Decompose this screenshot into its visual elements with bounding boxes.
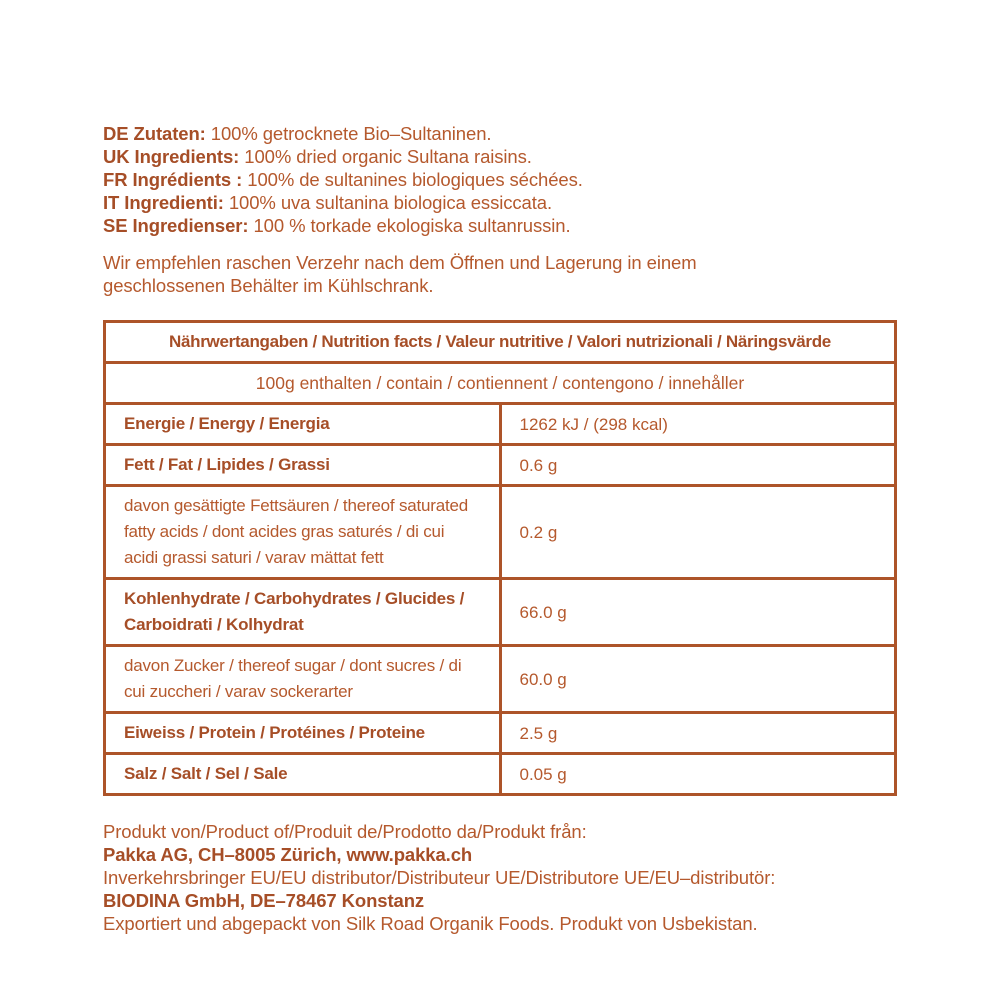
product-of-line: Produkt von/Product of/Produit de/Prodotto da/Produkt från: (103, 821, 587, 842)
nutrition-row-salt (105, 754, 896, 795)
nutrition-table-title-row (105, 322, 896, 363)
producer-block (103, 820, 897, 935)
nutrition-table-title: Nährwertangaben / Nutrition facts / Valeur nutritive / Valori nutrizionali / Näringsvärde (105, 322, 896, 363)
ingredient-text-uk: 100% dried organic Sultana raisins. (244, 146, 532, 167)
nutrition-row-fat (105, 445, 896, 486)
ingredient-line-se (103, 214, 897, 237)
nutrition-value-salt: 0.05 g (500, 754, 896, 795)
nutrition-label-fat: Fett / Fat / Lipides / Grassi (105, 445, 501, 486)
nutrition-value-saturated-fat: 0.2 g (500, 486, 896, 579)
ingredient-language-label-fr: FR Ingrédients : (103, 169, 243, 190)
nutrition-value-sugar: 60.0 g (500, 646, 896, 713)
nutrition-table-subtitle: 100g enthalten / contain / contiennent / contengono / innehåller (105, 363, 896, 404)
nutrition-table (103, 320, 897, 796)
ingredient-language-label-de: DE Zutaten: (103, 123, 206, 144)
ingredient-text-se: 100 % torkade ekologiska sultanrussin. (253, 215, 571, 236)
ingredient-language-label-uk: UK Ingredients: (103, 146, 240, 167)
distributor-intro-line: Inverkehrsbringer EU/EU distributor/Distributeur UE/Distributore UE/EU–distributör: (103, 867, 776, 888)
nutrition-label-energy: Energie / Energy / Energia (105, 404, 501, 445)
ingredient-line-it (103, 191, 897, 214)
ingredient-text-it: 100% uva sultanina biologica essiccata. (228, 192, 552, 213)
ingredient-line-fr (103, 168, 897, 191)
distributor-line: BIODINA GmbH, DE–78467 Konstanz (103, 890, 425, 911)
export-origin-line: Exportiert und abgepackt von Silk Road Organik Foods. Produkt von Usbekistan. (103, 913, 758, 934)
nutrition-row-energy (105, 404, 896, 445)
nutrition-label-protein: Eiweiss / Protein / Protéines / Proteine (105, 713, 501, 754)
ingredient-line-de (103, 122, 897, 145)
nutrition-label-sugar: davon Zucker / thereof sugar / dont sucres / di cui zuccheri / varav sockerarter (105, 646, 501, 713)
nutrition-value-carbohydrates: 66.0 g (500, 579, 896, 646)
nutrition-label-carbohydrates: Kohlenhydrate / Carbohydrates / Glucides / Carboidrati / Kolhydrat (105, 579, 501, 646)
nutrition-row-carbohydrates (105, 579, 896, 646)
nutrition-row-saturated-fat (105, 486, 896, 579)
nutrition-value-energy: 1262 kJ / (298 kcal) (500, 404, 896, 445)
ingredient-language-label-se: SE Ingredienser: (103, 215, 249, 236)
nutrition-value-protein: 2.5 g (500, 713, 896, 754)
nutrition-row-protein (105, 713, 896, 754)
nutrition-label-saturated-fat: davon gesättigte Fettsäuren / thereof saturated fatty acids / dont acides gras saturés / di cui acidi grassi saturi / varav mättat fett (105, 486, 501, 579)
ingredient-line-uk (103, 145, 897, 168)
producer-line: Pakka AG, CH–8005 Zürich, www.pakka.ch (103, 844, 473, 865)
ingredients-block (103, 122, 897, 237)
ingredient-language-label-it: IT Ingredienti: (103, 192, 224, 213)
ingredient-text-fr: 100% de sultanines biologiques séchées. (247, 169, 583, 190)
ingredient-text-de: 100% getrocknete Bio–Sultaninen. (210, 123, 492, 144)
storage-note: Wir empfehlen raschen Verzehr nach dem Öffnen und Lagerung in einem geschlossenen Behälter im Kühlschrank. (103, 252, 697, 296)
nutrition-value-fat: 0.6 g (500, 445, 896, 486)
nutrition-row-sugar (105, 646, 896, 713)
nutrition-label-salt: Salz / Salt / Sel / Sale (105, 754, 501, 795)
nutrition-table-subtitle-row (105, 363, 896, 404)
label-content (103, 122, 897, 935)
